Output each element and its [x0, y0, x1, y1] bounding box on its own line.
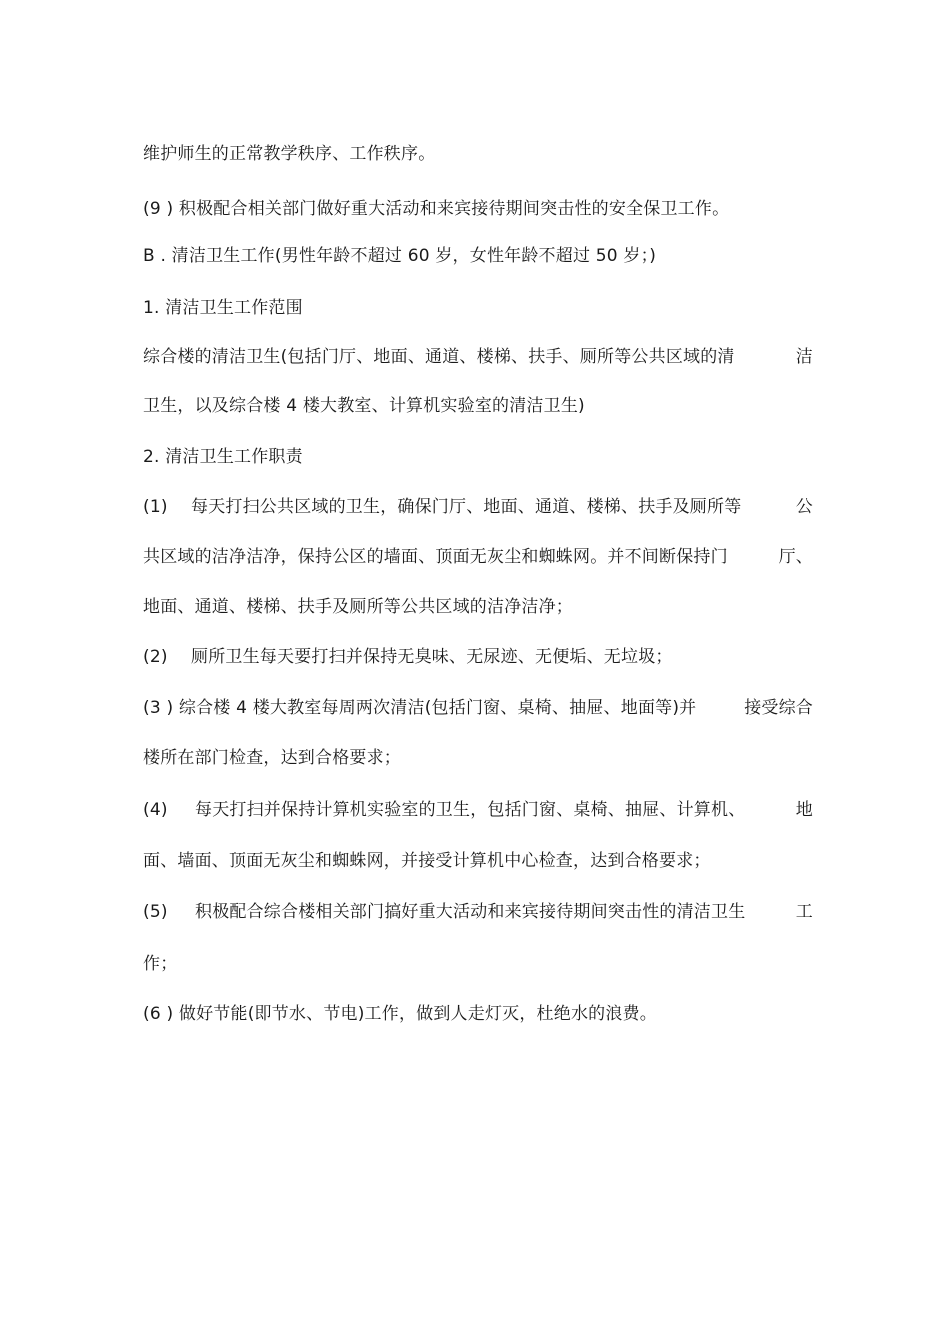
text-span: 厕所卫生每天要打扫并保持无臭味、无尿迹、无便垢、无垃圾；	[191, 647, 673, 667]
text-line	[143, 545, 813, 569]
text-span: 作；	[143, 954, 178, 974]
text-span: 楼所在部门检查，达到合格要求；	[143, 748, 401, 768]
text-span: 2. 清洁卫生工作职责	[143, 447, 303, 467]
text-span: 地	[795, 800, 813, 820]
text-line	[143, 746, 813, 770]
list-number: (2)	[143, 647, 168, 667]
text-span: 1. 清洁卫生工作范围	[143, 298, 303, 318]
text-span: 洁	[795, 347, 813, 367]
text-line	[143, 595, 813, 619]
text-span: 共区域的洁净洁净，保持公区的墙面、顶面无灰尘和蜘蛛网。并不间断保持门	[143, 547, 728, 567]
text-line	[143, 952, 813, 976]
text-span: 每天打扫公共区域的卫生，确保门厅、地面、通道、楼梯、扶手及厕所等	[191, 497, 742, 517]
text-span: 维护师生的正常教学秩序、工作秩序。	[143, 144, 436, 164]
text-span: (9 ) 积极配合相关部门做好重大活动和来宾接待期间突击性的安全保卫工作。	[143, 199, 730, 219]
list-number: (5)	[143, 902, 168, 922]
text-line	[143, 849, 813, 873]
text-span: 地面、通道、楼梯、扶手及厕所等公共区域的洁净洁净；	[143, 597, 573, 617]
text-span: (3 ) 综合楼 4 楼大教室每周两次清洁(包括门窗、桌椅、抽屉、地面等)并	[143, 698, 697, 718]
text-line	[143, 197, 813, 221]
list-number: (4)	[143, 800, 168, 820]
text-span: 综合楼的清洁卫生(包括门厅、地面、通道、楼梯、扶手、厕所等公共区域的清	[143, 347, 735, 367]
list-item	[143, 645, 813, 669]
text-span: 接受综合	[744, 698, 813, 718]
list-item	[143, 900, 813, 924]
text-line	[143, 345, 813, 369]
list-item	[143, 1002, 813, 1026]
list-item	[143, 696, 813, 720]
section-heading	[143, 244, 813, 268]
subsection-heading	[143, 296, 813, 320]
text-line	[143, 394, 813, 418]
text-span: 面、墙面、顶面无灰尘和蜘蛛网，并接受计算机中心检查，达到合格要求；	[143, 851, 711, 871]
subsection-heading	[143, 445, 813, 469]
text-span: 厅、	[778, 547, 813, 567]
text-span: 卫生，以及综合楼 4 楼大教室、计算机实验室的清洁卫生)	[143, 396, 585, 416]
text-span: (6 ) 做好节能(即节水、节电)工作，做到人走灯灭，杜绝水的浪费。	[143, 1004, 657, 1024]
text-span: 工	[795, 902, 813, 922]
list-item	[143, 495, 813, 519]
text-line	[143, 142, 813, 166]
text-span: 公	[795, 497, 813, 517]
text-span: B . 清洁卫生工作(男性年龄不超过 60 岁，女性年龄不超过 50 岁；)	[143, 246, 657, 266]
list-number: (1)	[143, 497, 168, 517]
list-item	[143, 798, 813, 822]
text-span: 积极配合综合楼相关部门搞好重大活动和来宾接待期间突击性的清洁卫生	[195, 902, 746, 922]
text-span: 每天打扫并保持计算机实验室的卫生，包括门窗、桌椅、抽屉、计算机、	[195, 800, 746, 820]
